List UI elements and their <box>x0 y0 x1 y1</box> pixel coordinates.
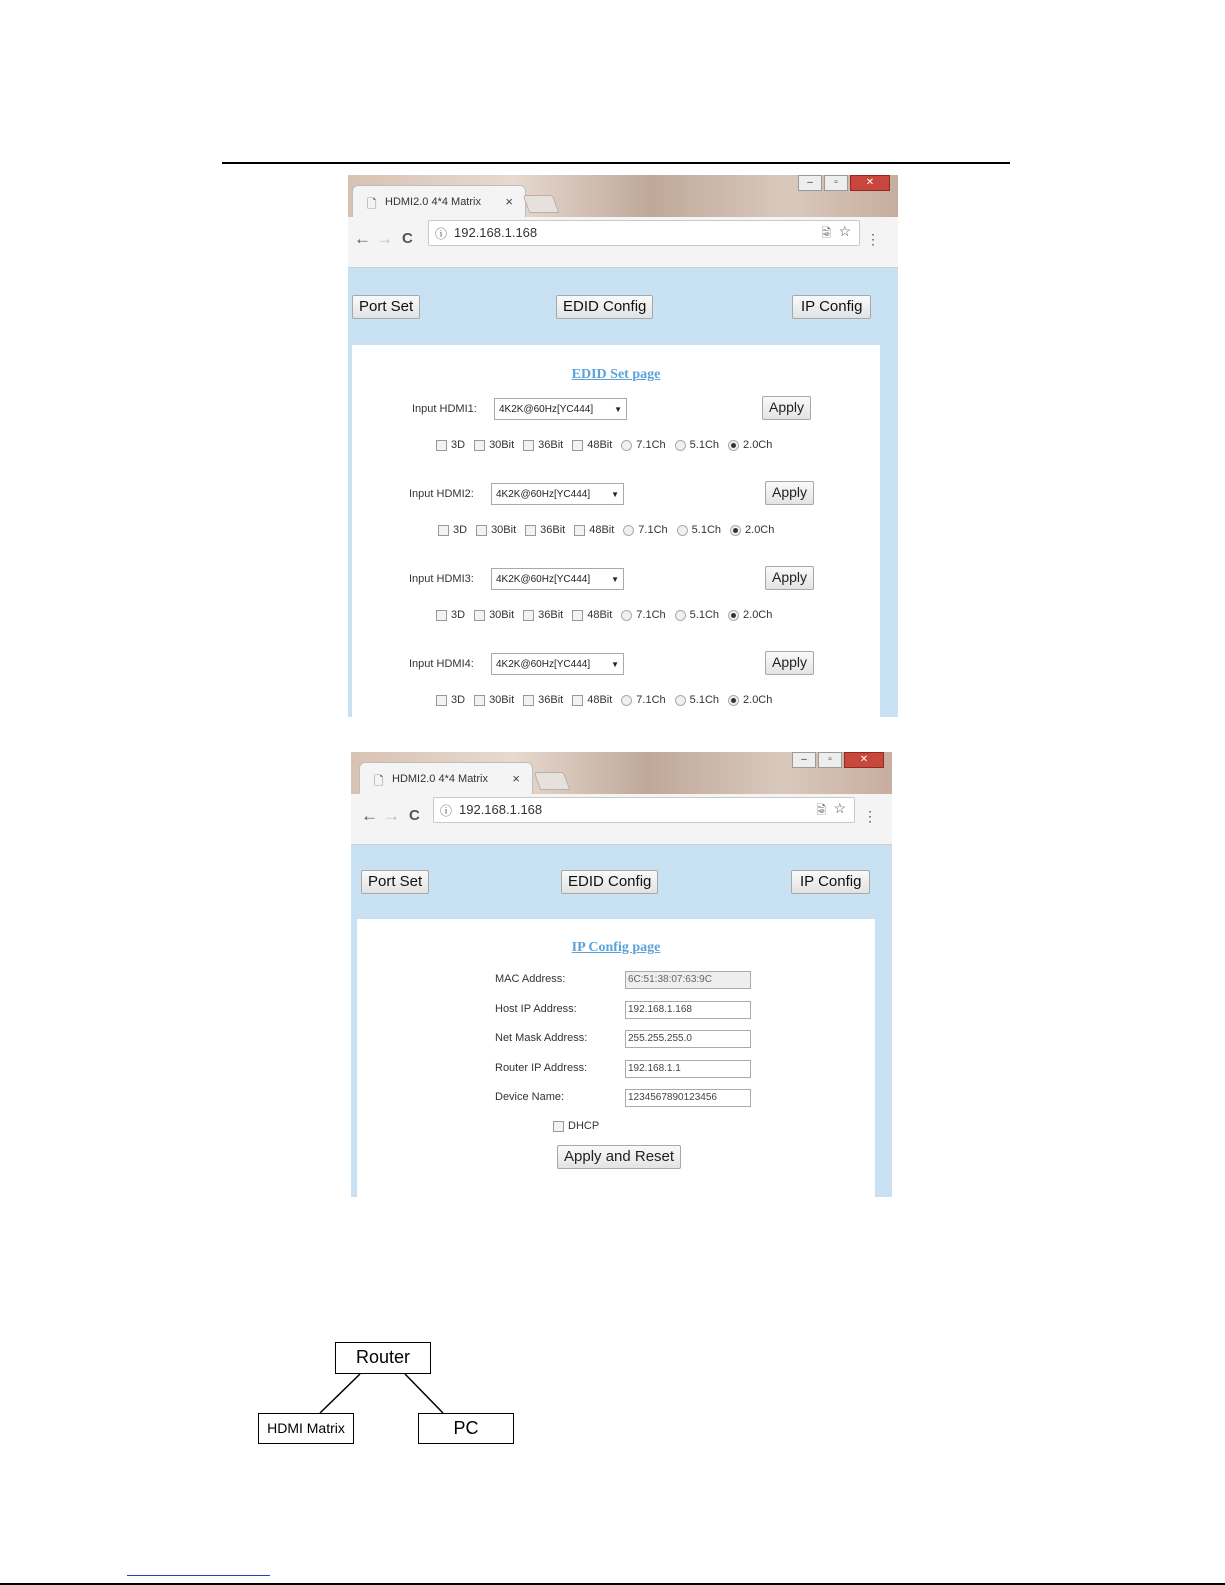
radio-7-1ch[interactable] <box>623 525 634 536</box>
edid-select[interactable] <box>494 398 627 420</box>
option-label: 36Bit <box>538 439 564 451</box>
radio-2-0ch[interactable] <box>728 440 739 451</box>
option-label: 36Bit <box>538 609 564 621</box>
checkbox-36bit[interactable] <box>523 610 534 621</box>
info-icon[interactable]: ⓘ <box>435 227 448 241</box>
radio-5-1ch[interactable] <box>675 440 686 451</box>
url-text: 192.168.1.168 <box>454 225 538 240</box>
option-label: 5.1Ch <box>691 524 722 536</box>
option-label: 36Bit <box>538 694 564 706</box>
info-icon[interactable]: ⓘ <box>440 804 453 818</box>
checkbox-36bit[interactable] <box>523 440 534 451</box>
edid-select[interactable] <box>491 653 624 675</box>
top-divider <box>222 162 1010 164</box>
checkbox-48bit[interactable] <box>572 610 583 621</box>
apply-button[interactable]: Apply <box>765 566 814 590</box>
router-pc-link <box>405 1374 443 1413</box>
mac-field: 6C:51:38:07:63:9C <box>625 971 751 989</box>
checkbox-48bit[interactable] <box>572 695 583 706</box>
checkbox-3d[interactable] <box>438 525 449 536</box>
bookmark-star-icon[interactable]: ☆ <box>838 223 851 239</box>
browser-tabstrip <box>351 752 892 794</box>
browser-tabstrip <box>348 175 898 217</box>
net-mask-label: Net Mask Address: <box>495 1032 588 1044</box>
host-ip-field[interactable]: 192.168.1.168 <box>625 1001 751 1019</box>
bookmark-star-icon[interactable]: ☆ <box>833 800 846 816</box>
checkbox-30bit[interactable] <box>476 525 487 536</box>
edid-config-button[interactable]: EDID Config <box>556 295 653 319</box>
option-label: 5.1Ch <box>689 439 720 451</box>
radio-2-0ch[interactable] <box>728 610 739 621</box>
dhcp-checkbox[interactable] <box>553 1121 564 1132</box>
router-ip-field[interactable]: 192.168.1.1 <box>625 1060 751 1078</box>
port-set-button[interactable]: Port Set <box>361 870 429 894</box>
restore-icon[interactable]: ▫ <box>818 752 842 768</box>
ip-config-button[interactable]: IP Config <box>792 295 871 319</box>
page-title: EDID Set page <box>571 367 661 382</box>
radio-7-1ch[interactable] <box>621 695 632 706</box>
option-label: 5.1Ch <box>689 609 720 621</box>
checkbox-30bit[interactable] <box>474 610 485 621</box>
router-box: Router <box>335 1342 431 1374</box>
footer-link-underline <box>127 1575 270 1576</box>
checkbox-48bit[interactable] <box>572 440 583 451</box>
ip-screenshot <box>351 752 892 1197</box>
page-icon: 🗋 <box>367 197 377 211</box>
option-label: 7.1Ch <box>636 694 666 706</box>
edid-options-row <box>436 694 772 706</box>
apply-button[interactable]: Apply <box>762 396 811 420</box>
new-tab-button[interactable] <box>523 195 560 213</box>
pc-box: PC <box>418 1413 514 1444</box>
device-name-label: Device Name: <box>495 1091 565 1103</box>
back-icon[interactable]: ← <box>361 806 378 825</box>
edid-config-button[interactable]: EDID Config <box>561 870 658 894</box>
browser-menu-icon[interactable]: ⋮ <box>863 808 877 824</box>
ip-config-button[interactable]: IP Config <box>791 870 870 894</box>
mac-label: MAC Address: <box>495 973 566 985</box>
radio-7-1ch[interactable] <box>621 610 632 621</box>
radio-5-1ch[interactable] <box>675 610 686 621</box>
window-close-icon[interactable]: ✕ <box>850 175 890 191</box>
device-name-field[interactable]: 1234567890123456 <box>625 1089 751 1107</box>
radio-5-1ch[interactable] <box>675 695 686 706</box>
browser-toolbar <box>348 217 898 268</box>
edid-screenshot <box>348 175 898 717</box>
tab-title: HDMI2.0 4*4 Matrix <box>385 196 481 208</box>
option-label: 36Bit <box>540 524 566 536</box>
translate-icon[interactable]: 🗟 <box>821 226 831 240</box>
hdmi-matrix-box: HDMI Matrix <box>258 1413 354 1444</box>
window-controls <box>792 752 884 768</box>
dropdown-arrow-icon: ▼ <box>611 490 619 499</box>
input-label: Input HDMI3: <box>409 573 474 585</box>
dropdown-arrow-icon: ▼ <box>611 660 619 669</box>
option-label: 3D <box>451 609 466 621</box>
option-label: 30Bit <box>491 524 517 536</box>
reload-icon[interactable]: C <box>402 230 413 247</box>
radio-7-1ch[interactable] <box>621 440 632 451</box>
browser-toolbar <box>351 794 892 845</box>
router-ip-label: Router IP Address: <box>495 1062 588 1074</box>
browser-menu-icon[interactable]: ⋮ <box>866 231 880 247</box>
dropdown-arrow-icon: ▼ <box>611 575 619 584</box>
edid-select[interactable] <box>491 568 624 590</box>
edid-options-row <box>436 439 772 451</box>
url-text: 192.168.1.168 <box>459 802 543 817</box>
net-mask-field[interactable]: 255.255.255.0 <box>625 1030 751 1048</box>
edid-options-row <box>438 524 774 536</box>
checkbox-48bit[interactable] <box>574 525 585 536</box>
option-label: 2.0Ch <box>743 694 773 706</box>
tab-title: HDMI2.0 4*4 Matrix <box>392 773 488 785</box>
page-icon: 🗋 <box>374 774 384 788</box>
option-label: 2.0Ch <box>743 609 773 621</box>
checkbox-36bit[interactable] <box>525 525 536 536</box>
option-label: 3D <box>451 439 466 451</box>
dhcp-label: DHCP <box>568 1120 600 1132</box>
address-bar[interactable] <box>428 220 860 246</box>
option-label: 3D <box>451 694 466 706</box>
router-matrix-link <box>320 1374 360 1413</box>
option-label: 30Bit <box>489 694 515 706</box>
checkbox-3d[interactable] <box>436 695 447 706</box>
checkbox-3d[interactable] <box>436 440 447 451</box>
option-label: 3D <box>453 524 468 536</box>
select-value: 4K2K@60Hz[YC444] <box>496 489 591 500</box>
address-bar[interactable] <box>433 797 855 823</box>
forward-icon[interactable]: → <box>376 229 393 248</box>
select-value: 4K2K@60Hz[YC444] <box>496 574 591 585</box>
restore-icon[interactable]: ▫ <box>824 175 848 191</box>
select-value: 4K2K@60Hz[YC444] <box>496 659 591 670</box>
window-close-icon[interactable]: ✕ <box>844 752 884 768</box>
radio-5-1ch[interactable] <box>677 525 688 536</box>
close-tab-icon[interactable]: × <box>512 771 520 786</box>
window-controls <box>798 175 890 191</box>
new-tab-button[interactable] <box>534 772 571 790</box>
option-label: 48Bit <box>587 694 613 706</box>
apply-button[interactable]: Apply <box>765 651 814 675</box>
port-set-button[interactable]: Port Set <box>352 295 420 319</box>
minimize-icon[interactable]: – <box>798 175 822 191</box>
option-label: 7.1Ch <box>638 524 668 536</box>
forward-icon[interactable]: → <box>383 806 400 825</box>
edid-panel <box>352 345 880 717</box>
option-label: 30Bit <box>489 439 515 451</box>
browser-tab[interactable] <box>352 185 526 219</box>
option-label: 5.1Ch <box>689 694 720 706</box>
host-ip-label: Host IP Address: <box>495 1003 577 1015</box>
apply-and-reset-button[interactable]: Apply and Reset <box>557 1145 681 1169</box>
ip-panel <box>357 919 875 1197</box>
dhcp-row <box>553 1120 599 1132</box>
edid-select[interactable] <box>491 483 624 505</box>
option-label: 48Bit <box>587 609 613 621</box>
input-label: Input HDMI1: <box>412 403 477 415</box>
option-label: 7.1Ch <box>636 609 666 621</box>
checkbox-30bit[interactable] <box>474 695 485 706</box>
input-label: Input HDMI2: <box>409 488 474 500</box>
option-label: 48Bit <box>587 439 613 451</box>
input-label: Input HDMI4: <box>409 658 474 670</box>
option-label: 30Bit <box>489 609 515 621</box>
checkbox-3d[interactable] <box>436 610 447 621</box>
apply-button[interactable]: Apply <box>765 481 814 505</box>
back-icon[interactable]: ← <box>354 229 371 248</box>
option-label: 2.0Ch <box>743 439 773 451</box>
browser-tab[interactable] <box>359 762 533 796</box>
option-label: 2.0Ch <box>745 524 775 536</box>
edid-options-row <box>436 609 772 621</box>
checkbox-30bit[interactable] <box>474 440 485 451</box>
checkbox-36bit[interactable] <box>523 695 534 706</box>
translate-icon[interactable]: 🗟 <box>816 803 826 817</box>
radio-2-0ch[interactable] <box>730 525 741 536</box>
option-label: 48Bit <box>589 524 615 536</box>
minimize-icon[interactable]: – <box>792 752 816 768</box>
close-tab-icon[interactable]: × <box>505 194 513 209</box>
select-value: 4K2K@60Hz[YC444] <box>499 404 594 415</box>
radio-2-0ch[interactable] <box>728 695 739 706</box>
reload-icon[interactable]: C <box>409 807 420 824</box>
option-label: 7.1Ch <box>636 439 666 451</box>
page-title: IP Config page <box>571 940 661 955</box>
dropdown-arrow-icon: ▼ <box>614 405 622 414</box>
